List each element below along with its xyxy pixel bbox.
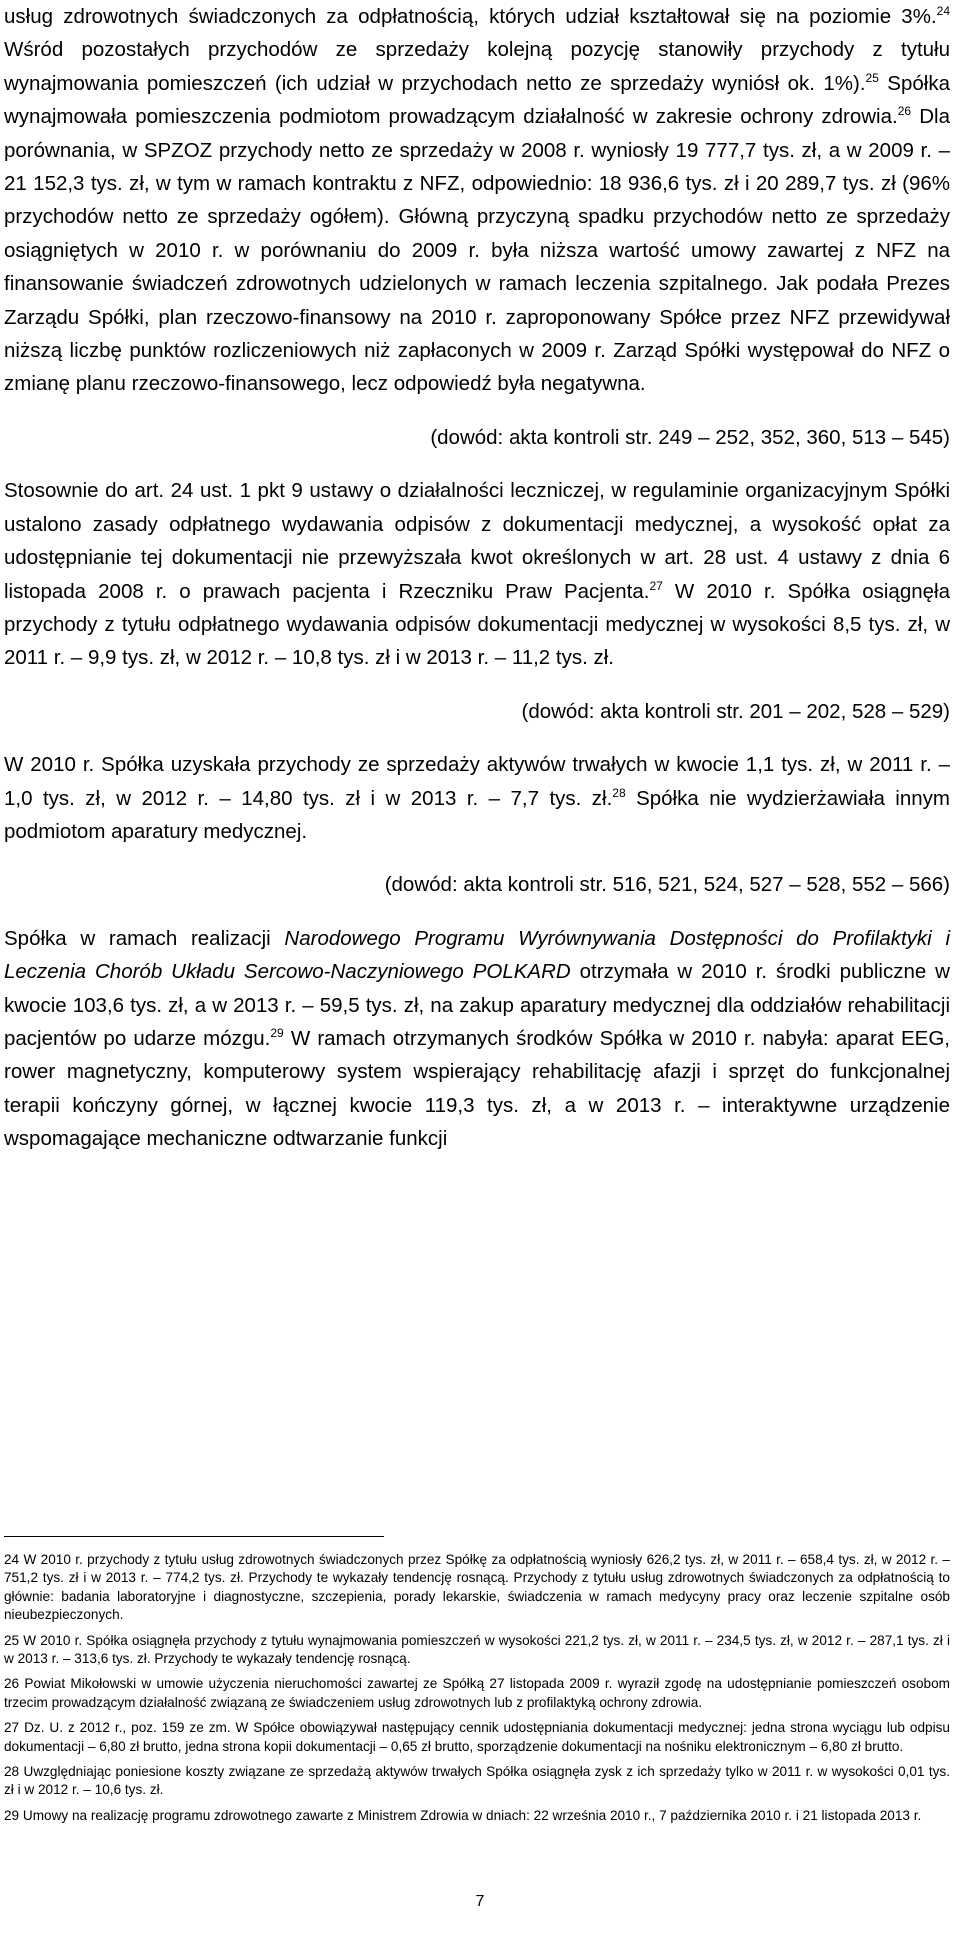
footnote-ref[interactable]: 26 xyxy=(897,104,912,119)
footnote-text: Uwzględniając poniesione koszty związane ze sprzedażą aktywów trwałych Spółka osiągnęła zysk z ich sprzedaży tylko w 2011 r. w wysokości 0,01 tys. zł i w 2012 r. – 10,6 tys. zł. xyxy=(4,1764,950,1798)
footnote-text: Umowy na realizację programu zdrowotnego zawarte z Ministrem Zdrowia w dniach: 22 września 2010 r., 7 października 2010 r. i 21 listopada 2013 r. xyxy=(22,1807,922,1823)
footnote-number: 25 xyxy=(4,1632,20,1648)
footnote xyxy=(4,1675,950,1712)
text-run: Stosownie do art. 24 ust. 1 pkt 9 ustawy o działalności leczniczej, w regulaminie organizacyjnym Spółki ustalono zasady odpłatnego wydawania odpisów z dokumentacji medycznej, a wysokość opłat za udostępnianie tej dokumentacji nie przewyższała kwot określonych w art. 28 ust. 4 ustawy z dnia 6 listopada 2008 r. o prawach pacjenta i Rzeczniku Praw Pacjenta. xyxy=(4,479,950,603)
footnote-ref[interactable]: 27 xyxy=(649,578,663,593)
footnote-text: W 2010 r. Spółka osiągnęła przychody z tytułu wynajmowania pomieszczeń w wysokości 221,2 tys. zł, w 2011 r. – 234,5 tys. zł, w 2012 r. – 287,1 tys. zł i w 2013 r. – 313,6 tys. zł. Przychody te wykazały tendencję rosnącą. xyxy=(4,1632,950,1667)
main-body xyxy=(4,0,950,1156)
text-run: Spółka w ramach realizacji xyxy=(4,926,285,950)
footnote-text: Dz. U. z 2012 r., poz. 159 ze zm. W Spółce obowiązywał następujący cennik udostępniania dokumentacji medycznej: jedna strona wyciągu lub odpisu dokumentacji – 6,80 zł brutto, jedna strona kopii dokumentacji – 0,65 zł brutto, sporządzenie dokumentacji na nośniku elektronicznym – 6,80 zł brutto. xyxy=(4,1720,950,1754)
footnote-text: Powiat Mikołowski w umowie użyczenia nieruchomości zawartej ze Spółką 27 listopada 2009 r. wyraził zgodę na udostępnianie pomieszczeń osobom trzecim prowadzącym działalność związaną ze świadczeniem usług zdrowotnych lub z profilaktyką ochrony zdrowia. xyxy=(4,1676,950,1710)
footnote-number: 27 xyxy=(4,1720,20,1736)
evidence-reference: (dowód: akta kontroli str. 249 – 252, 352, 360, 513 – 545) xyxy=(430,425,950,449)
footnote-text: W 2010 r. przychody z tytułu usług zdrowotnych świadczonych przez Spółkę za odpłatnością wyniosły 626,2 tys. zł, w 2011 r. – 658,4 tys. zł, w 2012 r. – 751,2 tys. zł i w 2013 r. – 774,2 tys. zł. Przychody te wykazały tendencję rosnącą. Przychody z tytułu usług zdrowotnych świadczonych za odpłatnością to głównie: badania laboratoryjne i diagnostyczne, szczepienia, porady lekarskie, świadczenia w ramach medycyny pracy oraz leczenie szpitalne osób nieubezpieczonych. xyxy=(4,1552,950,1623)
footnotes xyxy=(4,1551,950,1832)
paragraph-medical-records xyxy=(4,474,950,674)
text-run: W ramach otrzymanych środków Spółka w 2010 r. nabyła: aparat EEG, rower magnetyczny, komputerowy system wspierający rehabilitację afazji i sprzęt do funkcjonalnej terapii kończyny górnej, w łącznej kwocie 119,3 tys. zł, a w 2013 r. – interaktywne urządzenie wspomagające mechaniczne odtwarzanie funkcji xyxy=(4,1026,950,1151)
paragraph-revenue xyxy=(4,0,950,401)
text-run: usług zdrowotnych świadczonych za odpłatnością, których udział kształtował się na poziomie 3%. xyxy=(4,5,937,28)
footnote xyxy=(4,1763,950,1800)
footnote-ref[interactable]: 28 xyxy=(612,785,626,800)
paragraph-polkard xyxy=(4,922,950,1156)
program-name: Narodowego Programu Wyrównywania Dostępności do Profilaktyki i Leczenia Chorób Układu Sercowo-Naczyniowego POLKARD xyxy=(4,926,950,984)
text-run: Spółka nie wydzierżawiała innym podmiotom aparatury medycznej. xyxy=(4,786,950,843)
paragraph-fixed-assets xyxy=(4,748,950,848)
text-run: W 2010 r. Spółka osiągnęła przychody z tytułu odpłatnego wydawania odpisów dokumentacji medycznej w wysokości 8,5 tys. zł, w 2011 r. – 9,9 tys. zł, w 2012 r. – 10,8 tys. zł i w 2013 r. – 11,2 tys. zł. xyxy=(4,579,950,670)
footnote-ref[interactable]: 24 xyxy=(936,4,950,18)
text-run: W 2010 r. Spółka uzyskała przychody ze sprzedaży aktywów trwałych w kwocie 1,1 tys. zł, w 2011 r. – 1,0 tys. zł, w 2012 r. – 14,80 tys. zł i w 2013 r. – 7,7 tys. zł. xyxy=(4,753,950,810)
footnote-number: 26 xyxy=(4,1676,20,1692)
footnote-ref[interactable]: 25 xyxy=(865,70,879,85)
text-run: otrzymała w 2010 r. środki publiczne w kwocie 103,6 tys. zł, a w 2013 r. – 59,5 tys. zł, na zakup aparatury medycznej dla oddziałów rehabilitacji pacjentów po udarze mózgu. xyxy=(4,960,950,1050)
footnote-ref[interactable]: 29 xyxy=(270,1025,284,1040)
text-run: Wśród pozostałych przychodów ze sprzedaży kolejną pozycję stanowiły przychody z tytułu wynajmowania pomieszczeń (ich udział w przychodach netto ze sprzedaży wyniósł ok. 1%). xyxy=(4,38,950,95)
footnote xyxy=(4,1719,950,1756)
text-run: Spółka wynajmowała pomieszczenia podmiotom prowadzącym działalność w zakresie ochrony zdrowia. xyxy=(4,71,950,129)
footnote xyxy=(4,1632,950,1669)
footnote xyxy=(4,1807,950,1825)
text-run: Dla porównania, w SPZOZ przychody netto ze sprzedaży w 2008 r. wyniosły 19 777,7 tys. zł, a w 2009 r. – 21 152,3 tys. zł, w tym w ramach kontraktu z NFZ, odpowiednio: 18 936,6 tys. zł i 20 289,7 tys. zł (96% przychodów netto ze sprzedaży ogółem). Główną przyczyną spadku przychodów netto ze sprzedaży osiągniętych w 2010 r. w porównaniu do 2009 r. była niższa wartość umowy zawartej z NFZ na finansowanie świadczeń zdrowotnych udzielonych w ramach leczenia szpitalnego. Jak podała Prezes Zarządu Spółki, plan rzeczowo-finansowy na 2010 r. zaproponowany Spółce przez NFZ przewidywał niższą liczbę punktów rozliczeniowych niż zapłaconych w 2009 r. Zarząd Spółki występował do NFZ o zmianę planu rzeczowo-finansowego, lecz odpowiedź była negatywna. xyxy=(4,105,950,396)
footnote xyxy=(4,1551,950,1625)
evidence-reference: (dowód: akta kontroli str. 516, 521, 524, 527 – 528, 552 – 566) xyxy=(384,873,950,897)
evidence-reference: (dowód: akta kontroli str. 201 – 202, 528 – 529) xyxy=(521,699,950,723)
footnote-number: 29 xyxy=(4,1807,20,1823)
page-number: 7 xyxy=(475,1893,485,1910)
footnote-number: 28 xyxy=(4,1764,20,1780)
footnote-separator xyxy=(4,1536,384,1537)
footnote-number: 24 xyxy=(4,1552,20,1567)
